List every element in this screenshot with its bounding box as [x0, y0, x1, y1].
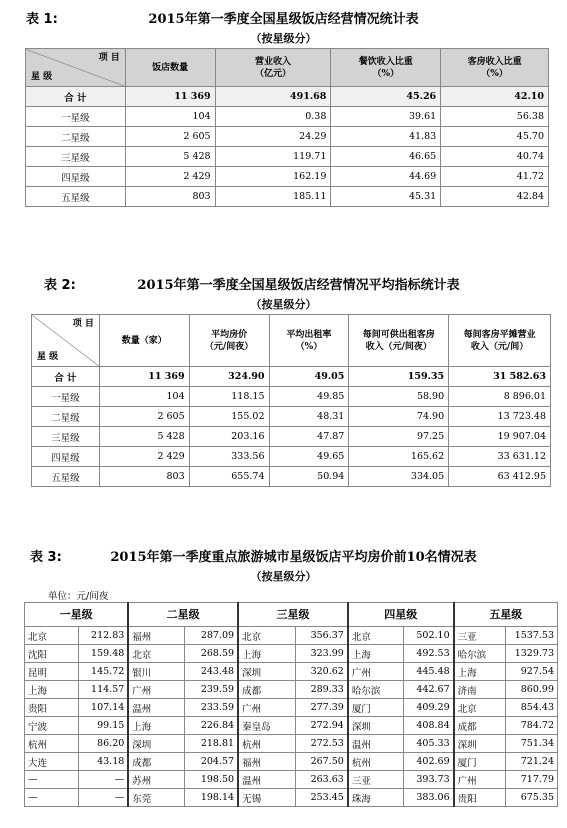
tbl2-cell: 74.90: [349, 407, 449, 427]
table3-city: 北京: [128, 645, 184, 663]
tbl2-row: [32, 467, 551, 487]
tbl2-cell: 803: [99, 467, 189, 487]
tbl1-cell: 39.61: [331, 107, 441, 127]
table3-city: 杭州: [238, 735, 296, 753]
tbl1-cell: 56.38: [441, 107, 549, 127]
table3-city: 上海: [238, 645, 296, 663]
tbl2-cell: 159.35: [349, 367, 449, 387]
table3-price: 239.59: [184, 681, 238, 699]
table3-city: —: [25, 771, 79, 789]
tbl2-cell: 97.25: [349, 427, 449, 447]
table3-city: 大连: [25, 753, 79, 771]
table3-price: 86.20: [78, 735, 128, 753]
tbl2-cell: 31 582.63: [449, 367, 551, 387]
tbl2-row: [32, 427, 551, 447]
table3-city: 上海: [348, 645, 404, 663]
table1-corner-header: [26, 49, 126, 87]
table3-price: 263.63: [296, 771, 348, 789]
table3-price: 218.81: [184, 735, 238, 753]
tbl2-row-label: 合 计: [32, 367, 100, 387]
tbl1-row: [26, 167, 549, 187]
table3-price: 442.67: [404, 681, 454, 699]
table3-city: 哈尔滨: [454, 645, 506, 663]
table3-price: 784.72: [505, 717, 557, 735]
table3-row: [25, 789, 558, 807]
table3-city: 三亚: [348, 771, 404, 789]
table3-price: 107.14: [78, 699, 128, 717]
table1-title: 2015年第一季度全国星级饭店经营情况统计表: [148, 12, 419, 27]
tbl2-header: 平均房价 （元/间夜）: [189, 315, 269, 367]
table3-city: 福州: [238, 753, 296, 771]
table3-header: 一星级: [25, 603, 129, 627]
tbl1-row: [26, 107, 549, 127]
tbl2-cell: 13 723.48: [449, 407, 551, 427]
table3-price: 277.39: [296, 699, 348, 717]
tbl1-cell: 185.11: [215, 187, 331, 207]
table3-city: 贵阳: [454, 789, 506, 807]
tbl2-cell: 63 412.95: [449, 467, 551, 487]
table3-price: 409.29: [404, 699, 454, 717]
table2-corner-top: 项 目: [72, 319, 94, 329]
table2-corner-bottom: 星 级: [37, 352, 59, 362]
table3-city: 上海: [25, 681, 79, 699]
tbl2-row-label: 五星级: [32, 467, 100, 487]
table3-label: 表 3:: [30, 550, 62, 565]
table3-price: 356.37: [296, 627, 348, 645]
table3-city: 成都: [128, 753, 184, 771]
tbl1-row-label: 合 计: [26, 87, 126, 107]
table3-price: 717.79: [505, 771, 557, 789]
tbl1-header: 饭店数量: [125, 49, 215, 87]
table3-row: [25, 717, 558, 735]
table1-corner-top: 项 目: [98, 53, 120, 63]
table3-row: [25, 663, 558, 681]
table3-price: 267.50: [296, 753, 348, 771]
tbl2-header: 每间客房平摊营业 收入（元/间）: [449, 315, 551, 367]
tbl2-row-label: 三星级: [32, 427, 100, 447]
table2-corner-header: [32, 315, 100, 367]
table3-city: 银川: [128, 663, 184, 681]
tbl1-row-label: 一星级: [26, 107, 126, 127]
table3-city: 宁波: [25, 717, 79, 735]
tbl1-row: [26, 87, 549, 107]
tbl2-cell: 58.90: [349, 387, 449, 407]
table3-city: 济南: [454, 681, 506, 699]
table3-header: 四星级: [348, 603, 454, 627]
table2-subtitle: （按星级分）: [250, 298, 317, 311]
table3-city: 贵阳: [25, 699, 79, 717]
table3-city: —: [25, 789, 79, 807]
table3-price: 243.48: [184, 663, 238, 681]
tbl1-cell: 162.19: [215, 167, 331, 187]
table2: [31, 314, 551, 487]
tbl2-cell: 334.05: [349, 467, 449, 487]
table3-price: 198.14: [184, 789, 238, 807]
table3-city: 上海: [128, 717, 184, 735]
tbl2-cell: 165.62: [349, 447, 449, 467]
table3-city: 三亚: [454, 627, 506, 645]
tbl2-cell: 49.65: [269, 447, 349, 467]
table3-city: 厦门: [348, 699, 404, 717]
table3-city: 温州: [128, 699, 184, 717]
table3-price: 323.99: [296, 645, 348, 663]
tbl1-cell: 491.68: [215, 87, 331, 107]
table3-price: 289.33: [296, 681, 348, 699]
table3-row: [25, 753, 558, 771]
table3-city: 哈尔滨: [348, 681, 404, 699]
tbl1-header: 餐饮收入比重 （%）: [331, 49, 441, 87]
table1: [25, 48, 549, 207]
tbl2-cell: 8 896.01: [449, 387, 551, 407]
table3-row: [25, 645, 558, 663]
table3-city: 深圳: [238, 663, 296, 681]
table3-price: 226.84: [184, 717, 238, 735]
table3-price: 405.33: [404, 735, 454, 753]
tbl2-cell: 203.16: [189, 427, 269, 447]
tbl1-header: 客房收入比重 （%）: [441, 49, 549, 87]
table3-header: 二星级: [128, 603, 238, 627]
table3-city: 温州: [238, 771, 296, 789]
table3-price: —: [78, 789, 128, 807]
table3-city: 北京: [454, 699, 506, 717]
table3-city: 珠海: [348, 789, 404, 807]
tbl2-cell: 11 369: [99, 367, 189, 387]
table3-price: 402.69: [404, 753, 454, 771]
tbl1-cell: 46.65: [331, 147, 441, 167]
table3-price: 272.53: [296, 735, 348, 753]
table3-price: 751.34: [505, 735, 557, 753]
tbl2-cell: 19 907.04: [449, 427, 551, 447]
table3-price: 492.53: [404, 645, 454, 663]
tbl2-row: [32, 367, 551, 387]
tbl1-cell: 45.70: [441, 127, 549, 147]
table3-price: —: [78, 771, 128, 789]
tbl2-cell: 333.56: [189, 447, 269, 467]
tbl2-cell: 2 429: [99, 447, 189, 467]
table3-price: 159.48: [78, 645, 128, 663]
tbl2-cell: 5 428: [99, 427, 189, 447]
table3-row: [25, 771, 558, 789]
tbl1-cell: 45.31: [331, 187, 441, 207]
table3-city: 苏州: [128, 771, 184, 789]
table3-city: 广州: [238, 699, 296, 717]
tbl1-cell: 119.71: [215, 147, 331, 167]
table3-price: 287.09: [184, 627, 238, 645]
tbl1-cell: 11 369: [125, 87, 215, 107]
tbl1-cell: 42.10: [441, 87, 549, 107]
table3-city: 杭州: [348, 753, 404, 771]
table3-header: 五星级: [454, 603, 558, 627]
tbl2-cell: 49.85: [269, 387, 349, 407]
table3-price: 854.43: [505, 699, 557, 717]
tbl1-row-label: 二星级: [26, 127, 126, 147]
tbl1-row: [26, 147, 549, 167]
table3-price: 860.99: [505, 681, 557, 699]
table3-price: 320.62: [296, 663, 348, 681]
table3-price: 268.59: [184, 645, 238, 663]
table3-row: [25, 627, 558, 645]
table3-row: [25, 681, 558, 699]
tbl2-cell: 47.87: [269, 427, 349, 447]
tbl2-header: 数量（家）: [99, 315, 189, 367]
table3-price: 393.73: [404, 771, 454, 789]
tbl2-row: [32, 387, 551, 407]
tbl1-cell: 24.29: [215, 127, 331, 147]
tbl1-cell: 44.69: [331, 167, 441, 187]
tbl1-cell: 0.38: [215, 107, 331, 127]
tbl1-row: [26, 127, 549, 147]
tbl1-cell: 40.74: [441, 147, 549, 167]
table3-city: 无锡: [238, 789, 296, 807]
tbl2-row-label: 四星级: [32, 447, 100, 467]
table3-price: 198.50: [184, 771, 238, 789]
tbl2-row: [32, 447, 551, 467]
table3-city: 成都: [238, 681, 296, 699]
table3-city: 昆明: [25, 663, 79, 681]
table3-price: 445.48: [404, 663, 454, 681]
tbl2-header: 每间可供出租客房 收入（元/间夜）: [349, 315, 449, 367]
table2-label: 表 2:: [44, 278, 76, 293]
tbl2-row-label: 一星级: [32, 387, 100, 407]
table3-price: 927.54: [505, 663, 557, 681]
table3-price: 502.10: [404, 627, 454, 645]
table3-price: 233.59: [184, 699, 238, 717]
tbl1-cell: 41.83: [331, 127, 441, 147]
table3-city: 温州: [348, 735, 404, 753]
table3-subtitle: （按星级分）: [250, 570, 317, 583]
table3-price: 212.83: [78, 627, 128, 645]
table1-corner-bottom: 星 级: [31, 72, 53, 82]
tbl2-cell: 2 605: [99, 407, 189, 427]
tbl1-cell: 42.84: [441, 187, 549, 207]
table3-city: 东莞: [128, 789, 184, 807]
table3-city: 广州: [348, 663, 404, 681]
tbl1-header: 营业收入 （亿元）: [215, 49, 331, 87]
table3-price: 204.57: [184, 753, 238, 771]
table3-price: 114.57: [78, 681, 128, 699]
tbl1-cell: 803: [125, 187, 215, 207]
table3-city: 广州: [454, 771, 506, 789]
table3-city: 北京: [238, 627, 296, 645]
table3-price: 99.15: [78, 717, 128, 735]
table3-header: 三星级: [238, 603, 348, 627]
tbl1-row-label: 四星级: [26, 167, 126, 187]
tbl1-cell: 5 428: [125, 147, 215, 167]
table3-price: 408.84: [404, 717, 454, 735]
tbl2-cell: 48.31: [269, 407, 349, 427]
table3-price: 1537.53: [505, 627, 557, 645]
table3-city: 沈阳: [25, 645, 79, 663]
tbl1-row-label: 五星级: [26, 187, 126, 207]
table3-city: 深圳: [454, 735, 506, 753]
table3-city: 杭州: [25, 735, 79, 753]
table3-city: 广州: [128, 681, 184, 699]
table3-price: 272.94: [296, 717, 348, 735]
tbl1-cell: 41.72: [441, 167, 549, 187]
table3-city: 北京: [25, 627, 79, 645]
table3-city: 成都: [454, 717, 506, 735]
tbl1-cell: 45.26: [331, 87, 441, 107]
table3-city: 深圳: [348, 717, 404, 735]
table2-title: 2015年第一季度全国星级饭店经营情况平均指标统计表: [137, 278, 460, 293]
tbl2-row: [32, 407, 551, 427]
table3-city: 上海: [454, 663, 506, 681]
table3-price: 675.35: [505, 789, 557, 807]
tbl2-row-label: 二星级: [32, 407, 100, 427]
tbl2-header: 平均出租率 （%）: [269, 315, 349, 367]
tbl2-cell: 324.90: [189, 367, 269, 387]
table3-city: 深圳: [128, 735, 184, 753]
table1-label: 表 1:: [26, 12, 58, 27]
table3-price: 145.72: [78, 663, 128, 681]
tbl2-cell: 49.05: [269, 367, 349, 387]
tbl1-row-label: 三星级: [26, 147, 126, 167]
tbl2-cell: 33 631.12: [449, 447, 551, 467]
table3-city: 福州: [128, 627, 184, 645]
table3-price: 721.24: [505, 753, 557, 771]
tbl1-cell: 104: [125, 107, 215, 127]
table3: [24, 602, 558, 807]
table3-price: 383.06: [404, 789, 454, 807]
table3-title: 2015年第一季度重点旅游城市星级饭店平均房价前10名情况表: [110, 550, 477, 565]
table3-row: [25, 735, 558, 753]
tbl2-cell: 155.02: [189, 407, 269, 427]
tbl2-cell: 118.15: [189, 387, 269, 407]
table3-price: 1329.73: [505, 645, 557, 663]
table3-city: 秦皇岛: [238, 717, 296, 735]
table3-row: [25, 699, 558, 717]
table3-price: 253.45: [296, 789, 348, 807]
table3-city: 北京: [348, 627, 404, 645]
tbl2-cell: 104: [99, 387, 189, 407]
tbl2-cell: 50.94: [269, 467, 349, 487]
table1-subtitle: （按星级分）: [250, 32, 317, 45]
table3-city: 厦门: [454, 753, 506, 771]
table3-price: 43.18: [78, 753, 128, 771]
tbl1-cell: 2 605: [125, 127, 215, 147]
tbl1-cell: 2 429: [125, 167, 215, 187]
tbl1-row: [26, 187, 549, 207]
table3-unit: 单位：元/间夜: [48, 591, 109, 602]
tbl2-cell: 655.74: [189, 467, 269, 487]
